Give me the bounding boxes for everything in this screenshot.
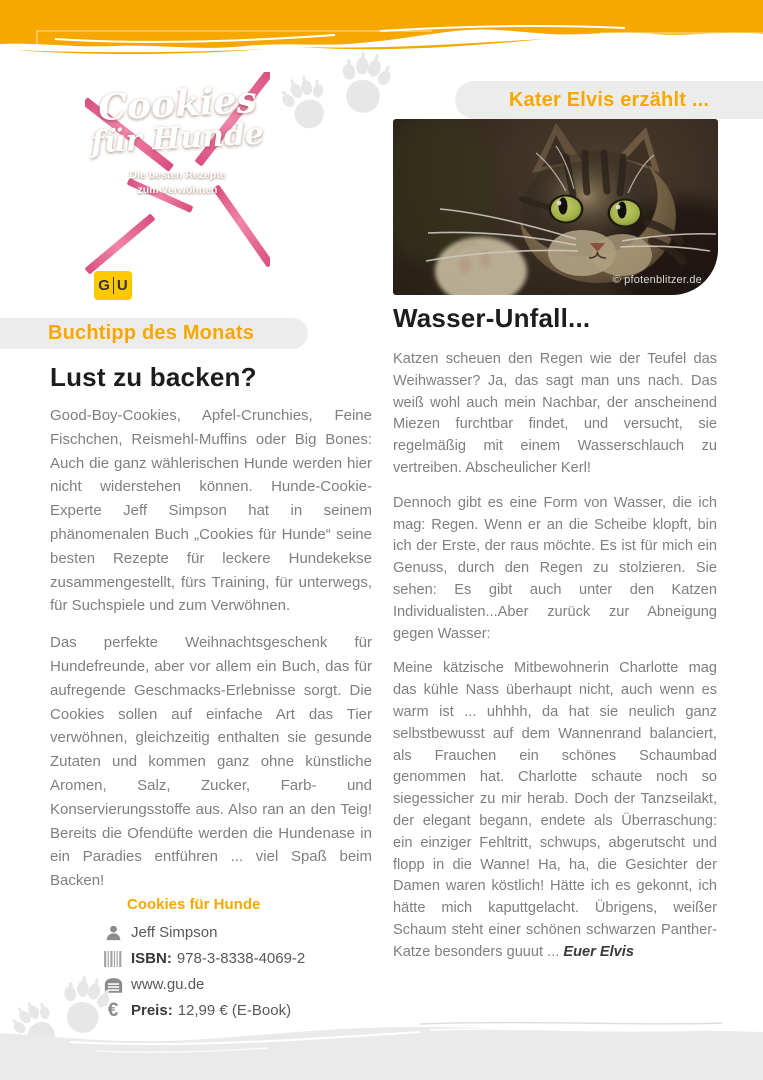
left-paragraph-1: Good-Boy-Cookies, Apfel-Crunchies, Feine Fischchen, Reismehl-Muffins oder Big Bones: Auch die ganz wählerischen Hunde werden hier nicht widerstehen können. Hunde-Cookie-Experte Jeff Simpson hat in seinem phänomenalen Buch „Cookies für Hunde“ seine besten Rezepte für leckere Hundekekse zusammengestellt, fürs Training, für unterwegs, für Suchspiele und zum Verwöhnen. — [50, 407, 372, 615]
euro-icon: € — [107, 1000, 119, 1021]
right-article-body — [393, 349, 717, 977]
book-cover-image — [85, 72, 270, 310]
cover-title-line1: Cookies — [97, 78, 258, 130]
paw-print-icon — [330, 44, 401, 120]
book-website: www.gu.de — [131, 976, 205, 993]
book-price: Preis: 12,99 € (E-Book) — [131, 1002, 292, 1019]
kater-elvis-badge-label: Kater Elvis erzählt ... — [508, 88, 710, 111]
publisher-logo: G U — [94, 271, 132, 300]
book-isbn: ISBN: 978-3-8338-4069-2 — [131, 950, 306, 967]
buchtipp-badge-label: Buchtipp des Monats — [48, 322, 255, 344]
buchtipp-badge — [0, 318, 308, 349]
left-article-title: Lust zu backen? — [50, 362, 257, 392]
bottom-wave-decoration — [0, 1018, 763, 1080]
right-paragraph-1: Katzen scheuen den Regen wie der Teufel das Weihwasser? Ja, das sagt man uns nach. Das weiß wohl auch mein Nachbar, der anscheinend Miezen furchtbar findet, und versucht, sie regelmäßig mit einem Wasserschlauch zu vertreiben. Abscheulicher Kerl! — [393, 351, 717, 476]
person-icon — [102, 924, 124, 941]
barcode-icon — [102, 951, 124, 967]
ribbon-decoration — [85, 213, 156, 274]
book-info-title: Cookies für Hunde — [127, 896, 261, 913]
right-paragraph-2: Dennoch gibt es eine Form von Wasser, die ich mag: Regen. Wenn er an die Scheibe klopft, bin ich der Erste, der raus möchte. Es ist für mich ein Genuss, durch den Regen zu stolzieren. Sie sehen: Es gibt auch unter den Katzen Individualisten...Aber zurück zur Abneigung gegen Wasser: — [393, 494, 717, 642]
book-info-author-row — [50, 920, 372, 945]
photo-credit: © pfotenblitzer.de — [612, 274, 702, 286]
right-paragraph-3: Meine kätzische Mitbewohnerin Charlotte mag das kühle Nass überhaupt nicht, auch wenn es warm ist ... uhhhh, da hat sie neulich ganz selbstbewusst auf dem Wannenrand balanciert, als Frauchen ein schönes Schaumbad genommen hat. Charlotte schaute noch so siegessicher zu mir herab. Doch der Tanzseilakt, der elegant begann, endete als Überraschung: ein einziger Fehltritt, schwups, abgerutscht und flopp in die Wanne! Ha, ha, die Gesichter der Damen waren köstlich! Hätte ich es gekonnt, ich hätte mich kaputtgelacht. Übrigens, weißer Schaum steht einer schönen schwarzen Panther-Katze besonders guuut ... Euer Elvis — [393, 660, 717, 960]
book-info-isbn-row — [50, 946, 372, 971]
cat-illustration — [393, 119, 718, 295]
left-paragraph-2: Das perfekte Weihnachtsgeschenk für Hundefreunde, aber vor allem ein Buch, das für aufregende Geschmacks-Erlebnisse sorgt. Die Cookies sollen auf einfache Art das Tier verwöhnen, gleichzeitig enthalten sie gesunde Zutaten und kommen ganz ohne künstliche Aromen, Salz, Zucker, Farb- und Konservierungsstoffe aus. Also ran an den Teig! Bereits die Ofendüfte werden die Hundenase in ein Paradies entführen ... viel Spaß beim Backen! — [50, 634, 372, 890]
right-article-title: Wasser-Unfall... — [393, 303, 591, 333]
cat-photo — [393, 119, 718, 295]
cover-subtitle: Die besten Rezepte zum Verwöhnen — [129, 169, 226, 197]
kater-elvis-badge — [455, 81, 763, 119]
cover-title-line2: für Hunde — [90, 116, 265, 161]
left-article-body — [50, 404, 372, 906]
signature: Euer Elvis — [563, 943, 634, 960]
book-author: Jeff Simpson — [131, 924, 218, 941]
